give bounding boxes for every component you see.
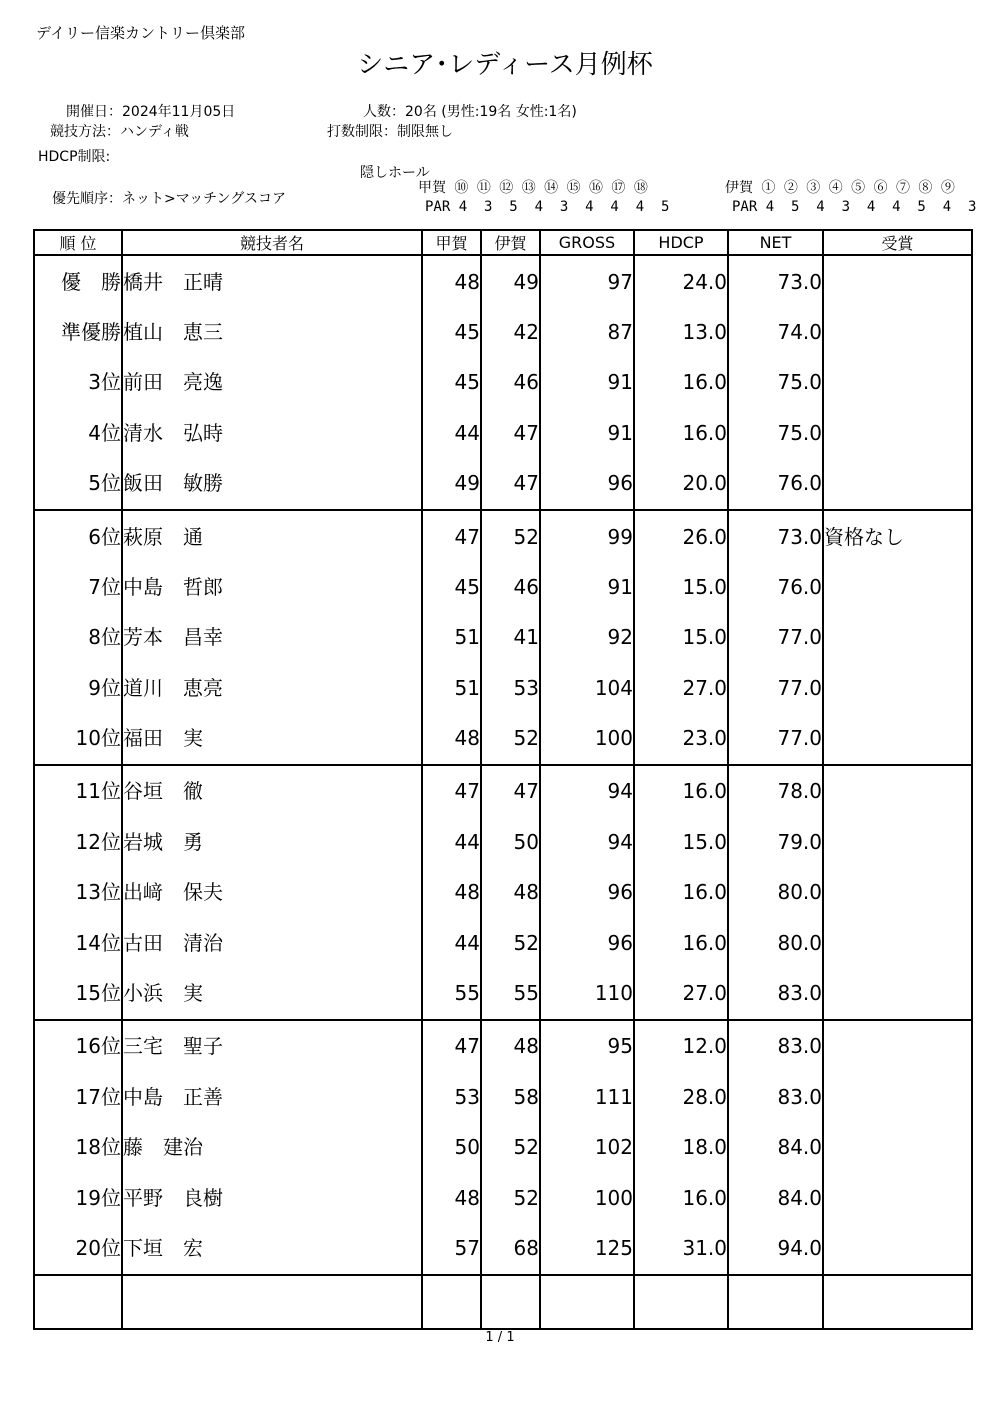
table-row bbox=[34, 307, 972, 357]
award-cell bbox=[823, 458, 972, 510]
iga-score-cell: 52 bbox=[481, 1172, 540, 1222]
gross-cell: 94 bbox=[540, 765, 634, 817]
gross-cell: 102 bbox=[540, 1122, 634, 1172]
header-kouga: 甲賀 bbox=[422, 230, 481, 255]
kouga-score-cell: 49 bbox=[422, 458, 481, 510]
table-row bbox=[34, 255, 972, 307]
award-cell bbox=[823, 1072, 972, 1122]
iga-par: PAR 4 5 4 3 4 4 5 4 3 bbox=[732, 199, 977, 215]
hdcp-cell: 27.0 bbox=[634, 663, 728, 713]
player-name-cell: 清水 弘時 bbox=[122, 408, 422, 458]
table-row bbox=[34, 765, 972, 817]
rank-cell: 7位 bbox=[34, 562, 122, 612]
iga-score-cell: 48 bbox=[481, 867, 540, 917]
rank-cell: 19位 bbox=[34, 1172, 122, 1222]
gross-cell: 100 bbox=[540, 713, 634, 765]
iga-score-cell: 49 bbox=[481, 255, 540, 307]
iga-score-cell: 46 bbox=[481, 357, 540, 407]
table-row bbox=[34, 968, 972, 1020]
net-cell: 94.0 bbox=[728, 1223, 823, 1275]
player-name-cell: 前田 亮逸 bbox=[122, 357, 422, 407]
hdcp-cell: 15.0 bbox=[634, 817, 728, 867]
hdcp-cell: 31.0 bbox=[634, 1223, 728, 1275]
award-cell bbox=[823, 255, 972, 307]
kouga-score-cell: 51 bbox=[422, 663, 481, 713]
gross-cell: 104 bbox=[540, 663, 634, 713]
date-row bbox=[66, 101, 235, 121]
gross-cell: 91 bbox=[540, 408, 634, 458]
player-name-cell: 三宅 聖子 bbox=[122, 1020, 422, 1072]
net-cell: 77.0 bbox=[728, 612, 823, 662]
stroke-limit-label: 打数制限： bbox=[327, 124, 397, 140]
player-name-cell: 中島 哲郎 bbox=[122, 562, 422, 612]
header-rank: 順 位 bbox=[34, 230, 122, 255]
player-name-cell: 谷垣 徹 bbox=[122, 765, 422, 817]
gross-cell: 125 bbox=[540, 1223, 634, 1275]
player-name-cell: 岩城 勇 bbox=[122, 817, 422, 867]
rank-cell: 優 勝 bbox=[34, 255, 122, 307]
priority-value: ネット>マッチングスコア bbox=[122, 191, 287, 207]
player-name-cell: 藤 建治 bbox=[122, 1122, 422, 1172]
hdcp-cell: 16.0 bbox=[634, 357, 728, 407]
count-value: 20名 (男性:19名 女性:1名) bbox=[405, 104, 577, 120]
rank-cell: 20位 bbox=[34, 1223, 122, 1275]
hdcp-cell: 16.0 bbox=[634, 765, 728, 817]
player-name-cell: 萩原 通 bbox=[122, 510, 422, 562]
hdcp-cell: 16.0 bbox=[634, 1172, 728, 1222]
kouga-score-cell: 45 bbox=[422, 562, 481, 612]
kouga-score-cell: 45 bbox=[422, 307, 481, 357]
hdcp-cell: 27.0 bbox=[634, 968, 728, 1020]
table-header-row bbox=[34, 230, 972, 255]
date-value: 2024年11月05日 bbox=[122, 104, 236, 120]
gross-cell: 91 bbox=[540, 562, 634, 612]
rank-cell: 9位 bbox=[34, 663, 122, 713]
table-row bbox=[34, 867, 972, 917]
award-cell bbox=[823, 867, 972, 917]
gross-cell: 91 bbox=[540, 357, 634, 407]
award-cell: 資格なし bbox=[823, 510, 972, 562]
player-name-cell: 小浜 実 bbox=[122, 968, 422, 1020]
net-cell: 77.0 bbox=[728, 663, 823, 713]
table-row bbox=[34, 1172, 972, 1222]
iga-score-cell: 52 bbox=[481, 918, 540, 968]
kouga-score-cell: 44 bbox=[422, 408, 481, 458]
award-cell bbox=[823, 765, 972, 817]
kouga-score-cell: 48 bbox=[422, 713, 481, 765]
gross-cell: 100 bbox=[540, 1172, 634, 1222]
iga-score-cell: 47 bbox=[481, 458, 540, 510]
header-hdcp: HDCP bbox=[634, 230, 728, 255]
iga-score-cell: 47 bbox=[481, 765, 540, 817]
page-number: 1 / 1 bbox=[485, 1330, 515, 1345]
table-row bbox=[34, 817, 972, 867]
net-cell: 76.0 bbox=[728, 458, 823, 510]
award-cell bbox=[823, 307, 972, 357]
club-name: デイリー信楽カントリー倶楽部 bbox=[36, 24, 245, 42]
net-cell: 75.0 bbox=[728, 408, 823, 458]
method-label: 競技方法： bbox=[50, 124, 120, 140]
gross-cell: 99 bbox=[540, 510, 634, 562]
hdcp-cell: 13.0 bbox=[634, 307, 728, 357]
rank-cell: 12位 bbox=[34, 817, 122, 867]
iga-score-cell: 42 bbox=[481, 307, 540, 357]
gross-cell: 96 bbox=[540, 918, 634, 968]
rank-cell: 13位 bbox=[34, 867, 122, 917]
award-cell bbox=[823, 357, 972, 407]
player-name-cell: 芳本 昌幸 bbox=[122, 612, 422, 662]
iga-score-cell: 68 bbox=[481, 1223, 540, 1275]
iga-score-cell: 48 bbox=[481, 1020, 540, 1072]
kouga-score-cell: 53 bbox=[422, 1072, 481, 1122]
kouga-score-cell: 51 bbox=[422, 612, 481, 662]
table-row bbox=[34, 1122, 972, 1172]
iga-holes: 伊賀 ① ② ③ ④ ⑤ ⑥ ⑦ ⑧ ⑨ bbox=[725, 180, 955, 196]
rank-cell: 17位 bbox=[34, 1072, 122, 1122]
iga-score-cell: 53 bbox=[481, 663, 540, 713]
table-row bbox=[34, 1223, 972, 1275]
table-row bbox=[34, 562, 972, 612]
player-name-cell: 飯田 敏勝 bbox=[122, 458, 422, 510]
player-name-cell: 福田 実 bbox=[122, 713, 422, 765]
iga-score-cell: 52 bbox=[481, 713, 540, 765]
award-cell bbox=[823, 612, 972, 662]
table-row bbox=[34, 1020, 972, 1072]
award-cell bbox=[823, 713, 972, 765]
rank-cell: 6位 bbox=[34, 510, 122, 562]
rank-cell: 5位 bbox=[34, 458, 122, 510]
kouga-score-cell: 50 bbox=[422, 1122, 481, 1172]
net-cell: 79.0 bbox=[728, 817, 823, 867]
player-name-cell: 出﨑 保夫 bbox=[122, 867, 422, 917]
net-cell: 83.0 bbox=[728, 1072, 823, 1122]
player-name-cell: 植山 恵三 bbox=[122, 307, 422, 357]
iga-score-cell: 52 bbox=[481, 510, 540, 562]
header-award: 受賞 bbox=[823, 230, 972, 255]
gross-cell: 92 bbox=[540, 612, 634, 662]
results-table bbox=[33, 229, 973, 1330]
kouga-score-cell: 44 bbox=[422, 918, 481, 968]
kouga-holes: 甲賀 ⑩ ⑪ ⑫ ⑬ ⑭ ⑮ ⑯ ⑰ ⑱ bbox=[418, 180, 648, 196]
header-name: 競技者名 bbox=[122, 230, 422, 255]
table-row bbox=[34, 663, 972, 713]
player-name-cell: 中島 正善 bbox=[122, 1072, 422, 1122]
method-value: ハンディ戦 bbox=[120, 124, 189, 140]
kouga-score-cell: 48 bbox=[422, 255, 481, 307]
gross-cell: 97 bbox=[540, 255, 634, 307]
rank-cell: 15位 bbox=[34, 968, 122, 1020]
iga-score-cell: 52 bbox=[481, 1122, 540, 1172]
rank-cell: 10位 bbox=[34, 713, 122, 765]
iga-score-cell: 47 bbox=[481, 408, 540, 458]
hdcp-cell: 23.0 bbox=[634, 713, 728, 765]
header-iga: 伊賀 bbox=[481, 230, 540, 255]
kouga-score-cell: 48 bbox=[422, 867, 481, 917]
hdcp-cell: 18.0 bbox=[634, 1122, 728, 1172]
hdcp-cell: 12.0 bbox=[634, 1020, 728, 1072]
kouga-score-cell: 47 bbox=[422, 765, 481, 817]
award-cell bbox=[823, 1172, 972, 1222]
player-name-cell: 古田 清治 bbox=[122, 918, 422, 968]
player-name-cell: 平野 良樹 bbox=[122, 1172, 422, 1222]
net-cell: 83.0 bbox=[728, 968, 823, 1020]
kouga-par: PAR 4 3 5 4 3 4 4 4 5 bbox=[425, 199, 670, 215]
rank-cell: 8位 bbox=[34, 612, 122, 662]
hdcp-cell: 24.0 bbox=[634, 255, 728, 307]
table-filler-row bbox=[34, 1275, 972, 1329]
hdcp-cell: 15.0 bbox=[634, 562, 728, 612]
award-cell bbox=[823, 817, 972, 867]
rank-cell: 14位 bbox=[34, 918, 122, 968]
rank-cell: 準優勝 bbox=[34, 307, 122, 357]
page-title: シニア･レディース月例杯 bbox=[357, 50, 653, 80]
kouga-score-cell: 47 bbox=[422, 510, 481, 562]
gross-cell: 111 bbox=[540, 1072, 634, 1122]
net-cell: 73.0 bbox=[728, 255, 823, 307]
gross-cell: 94 bbox=[540, 817, 634, 867]
net-cell: 84.0 bbox=[728, 1172, 823, 1222]
gross-cell: 95 bbox=[540, 1020, 634, 1072]
hdcp-cell: 15.0 bbox=[634, 612, 728, 662]
net-cell: 77.0 bbox=[728, 713, 823, 765]
header-net: NET bbox=[728, 230, 823, 255]
net-cell: 80.0 bbox=[728, 867, 823, 917]
award-cell bbox=[823, 918, 972, 968]
kouga-score-cell: 47 bbox=[422, 1020, 481, 1072]
rank-cell: 18位 bbox=[34, 1122, 122, 1172]
hdcp-cell: 16.0 bbox=[634, 867, 728, 917]
award-cell bbox=[823, 663, 972, 713]
award-cell bbox=[823, 1020, 972, 1072]
table-row bbox=[34, 1072, 972, 1122]
stroke-limit-value: 制限無し bbox=[397, 124, 453, 140]
award-cell bbox=[823, 968, 972, 1020]
net-cell: 74.0 bbox=[728, 307, 823, 357]
net-cell: 73.0 bbox=[728, 510, 823, 562]
table-row bbox=[34, 408, 972, 458]
table-row bbox=[34, 612, 972, 662]
hdcp-cell: 20.0 bbox=[634, 458, 728, 510]
net-cell: 80.0 bbox=[728, 918, 823, 968]
iga-score-cell: 41 bbox=[481, 612, 540, 662]
rank-cell: 11位 bbox=[34, 765, 122, 817]
hdcp-cell: 16.0 bbox=[634, 408, 728, 458]
net-cell: 83.0 bbox=[728, 1020, 823, 1072]
player-name-cell: 橋井 正晴 bbox=[122, 255, 422, 307]
gross-cell: 96 bbox=[540, 458, 634, 510]
table-row bbox=[34, 458, 972, 510]
results-body bbox=[34, 255, 972, 1329]
count-row bbox=[363, 101, 577, 121]
stroke-limit-row bbox=[327, 121, 453, 141]
priority-label: 優先順序： bbox=[52, 191, 122, 207]
award-cell bbox=[823, 1223, 972, 1275]
player-name-cell: 下垣 宏 bbox=[122, 1223, 422, 1275]
rank-cell: 16位 bbox=[34, 1020, 122, 1072]
net-cell: 78.0 bbox=[728, 765, 823, 817]
table-row bbox=[34, 713, 972, 765]
table-row bbox=[34, 918, 972, 968]
hdcp-limit-label: HDCP制限: bbox=[38, 149, 111, 165]
header-gross: GROSS bbox=[540, 230, 634, 255]
rank-cell: 4位 bbox=[34, 408, 122, 458]
kouga-score-cell: 57 bbox=[422, 1223, 481, 1275]
net-cell: 76.0 bbox=[728, 562, 823, 612]
priority-row bbox=[52, 188, 286, 208]
award-cell bbox=[823, 408, 972, 458]
kouga-score-cell: 48 bbox=[422, 1172, 481, 1222]
method-row bbox=[50, 121, 189, 141]
gross-cell: 96 bbox=[540, 867, 634, 917]
iga-score-cell: 55 bbox=[481, 968, 540, 1020]
kouga-score-cell: 55 bbox=[422, 968, 481, 1020]
date-label: 開催日： bbox=[66, 104, 122, 120]
iga-score-cell: 50 bbox=[481, 817, 540, 867]
gross-cell: 110 bbox=[540, 968, 634, 1020]
net-cell: 75.0 bbox=[728, 357, 823, 407]
gross-cell: 87 bbox=[540, 307, 634, 357]
kouga-score-cell: 44 bbox=[422, 817, 481, 867]
rank-cell: 3位 bbox=[34, 357, 122, 407]
hdcp-cell: 28.0 bbox=[634, 1072, 728, 1122]
hdcp-cell: 26.0 bbox=[634, 510, 728, 562]
award-cell bbox=[823, 1122, 972, 1172]
award-cell bbox=[823, 562, 972, 612]
hdcp-cell: 16.0 bbox=[634, 918, 728, 968]
player-name-cell: 道川 恵亮 bbox=[122, 663, 422, 713]
count-label: 人数： bbox=[363, 104, 405, 120]
kouga-score-cell: 45 bbox=[422, 357, 481, 407]
table-row bbox=[34, 357, 972, 407]
table-row bbox=[34, 510, 972, 562]
hidden-holes-label: 隠しホール bbox=[360, 165, 430, 181]
iga-score-cell: 46 bbox=[481, 562, 540, 612]
net-cell: 84.0 bbox=[728, 1122, 823, 1172]
iga-score-cell: 58 bbox=[481, 1072, 540, 1122]
